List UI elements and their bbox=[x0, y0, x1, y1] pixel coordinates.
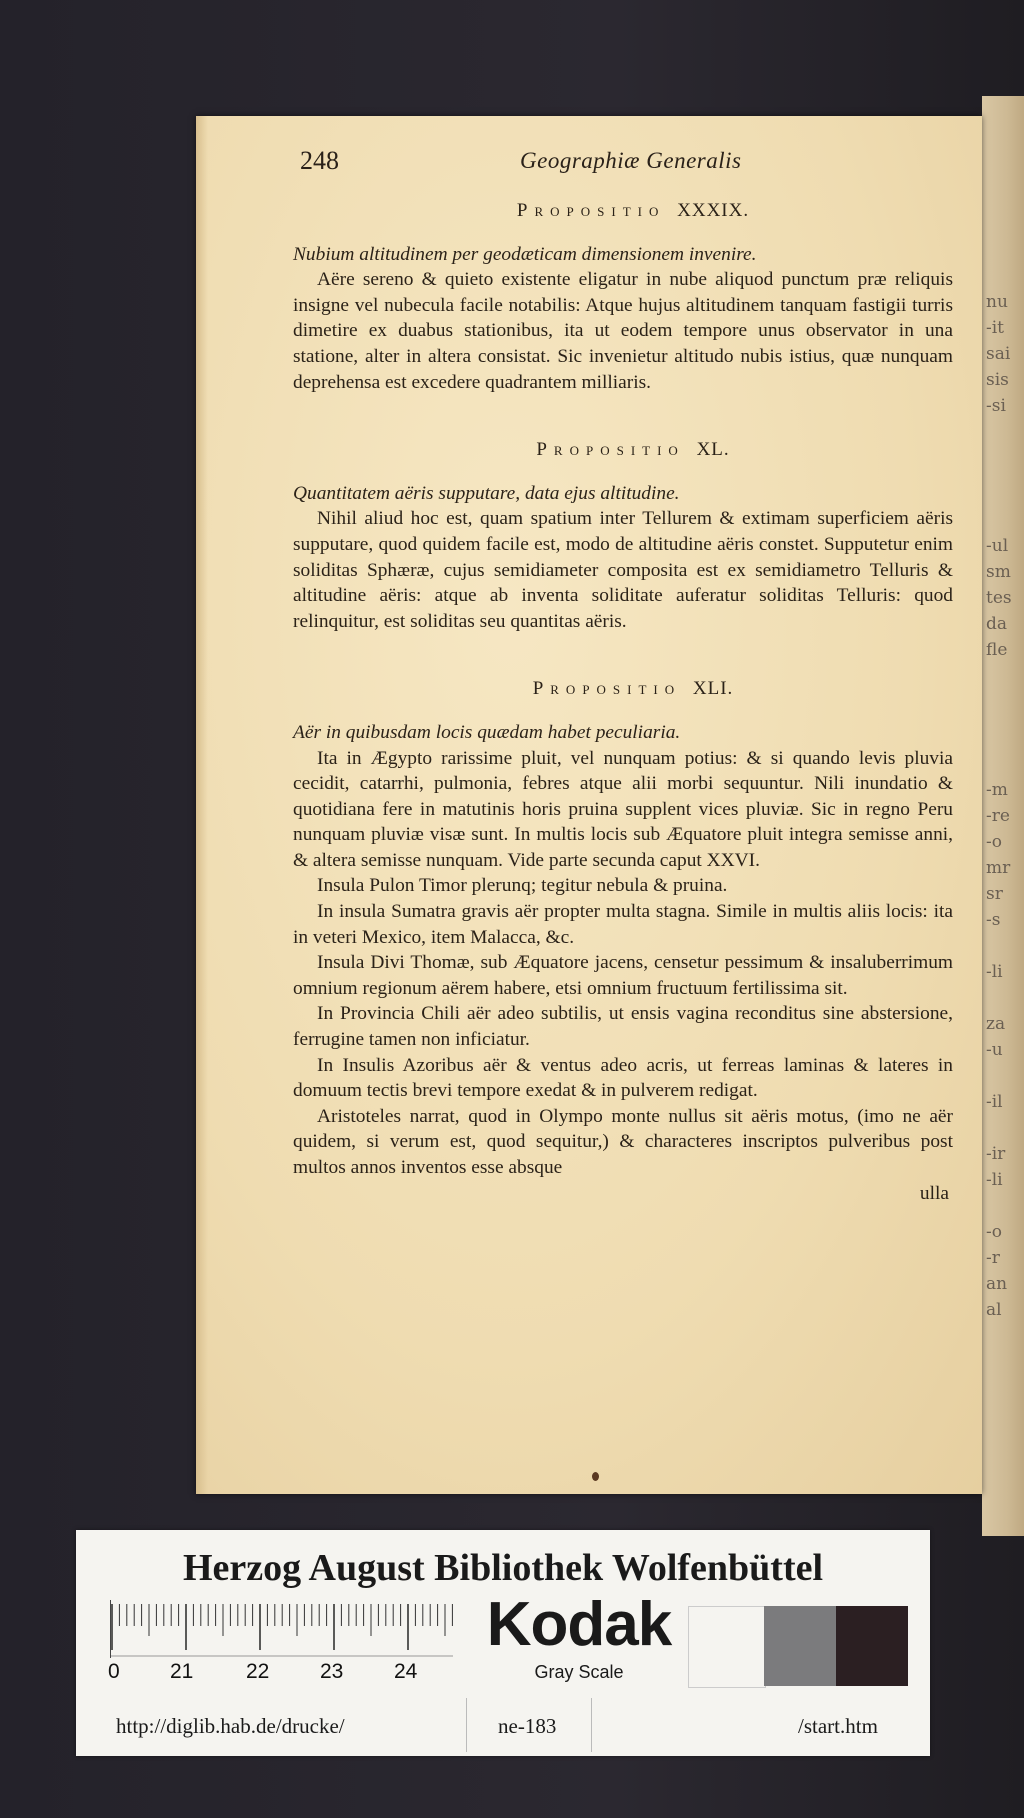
proposition-number: XL. bbox=[696, 439, 730, 461]
page-number: 248 bbox=[300, 146, 339, 175]
facing-page-fragment: nu bbox=[986, 292, 1008, 312]
running-head bbox=[300, 146, 940, 182]
proposition-heading bbox=[293, 437, 953, 463]
page-text bbox=[293, 198, 953, 1206]
proposition-xli bbox=[293, 676, 953, 1206]
running-title: Geographiæ Generalis bbox=[520, 148, 742, 173]
facing-page-fragment: sai bbox=[986, 344, 1011, 364]
gray-patch-mid bbox=[764, 1606, 836, 1686]
paragraph: In Insulis Azoribus aër & ventus adeo acris, ut ferreas laminas & lateres in domuum tectis brevi tempore exedat & in pulverem redigat. bbox=[293, 1054, 953, 1102]
url-right: /start.htm bbox=[798, 1714, 878, 1738]
institution-name: Herzog August Bibliothek Wolfenbüttel bbox=[182, 1547, 824, 1589]
ruler-label: 23 bbox=[320, 1660, 344, 1683]
proposition-number: XXXIX. bbox=[677, 200, 750, 221]
facing-page-fragment: sm bbox=[986, 562, 1011, 582]
facing-page-fragment: -u bbox=[986, 1040, 1003, 1060]
proposition-word: Propositio bbox=[536, 439, 685, 461]
paragraph: Insula Divi Thomæ, sub Æquatore jacens, censetur pessimum & insaluberrimum omnium regionum aërem habere, etsi omnium fructuum fertilissima sit. bbox=[293, 952, 953, 999]
facing-page-fragment: -r bbox=[986, 1248, 1000, 1268]
card-divider bbox=[591, 1698, 592, 1752]
card-divider bbox=[466, 1698, 467, 1752]
facing-page-edge bbox=[982, 96, 1024, 1536]
paragraph: Nihil aliud hoc est, quam spatium inter Tellurem & extimam superficiem aëris supputare, quod quidem facile est, modo de altitudine aëris constet. Supputetur enim soliditas Sphæræ, cujus semidiameter composita est ex semidiametro Telluris & altitudine aëris: atque ab inventa soliditate auferatur soliditas Telluris: quod relinquitur, est soliditas seu quantitas aëris. bbox=[293, 508, 953, 632]
facing-page-fragment: -m bbox=[986, 780, 1008, 800]
kodak-logo: Kodak bbox=[486, 1590, 672, 1659]
proposition-xxxix bbox=[293, 198, 953, 395]
paragraph: In insula Sumatra gravis aër propter multa stagna. Simile in multis aliis locis: ita in veteri Mexico, item Malacca, &c. bbox=[293, 901, 953, 948]
gray-patch-dark bbox=[836, 1606, 908, 1686]
book-page bbox=[196, 116, 982, 1494]
proposition-statement: Nubium altitudinem per geodæticam dimensionem invenire. bbox=[293, 243, 757, 265]
gray-scale-caption: Gray Scale bbox=[534, 1662, 624, 1682]
facing-page-fragment: mr bbox=[986, 858, 1011, 878]
paper-blemish bbox=[592, 1472, 599, 1481]
facing-page-fragment: sr bbox=[986, 884, 1003, 904]
paragraph: Aëre sereno & quieto existente eligatur in nube aliquod punctum præ reliquis insigne vel nubecula facile notabilis: Atque hujus altitudinem tanquam fastigii turris dimetire ex duabus stationibus, ita ut eodem tempore unus observator in una statione, alter in altera consistat. Sic invenietur altitudo nubis istius, quæ nunquam deprehensa est excedere quadrantem milliaris. bbox=[293, 269, 953, 393]
ruler-label: 24 bbox=[394, 1660, 418, 1683]
proposition-statement: Aër in quibusdam locis quædam habet peculiaria. bbox=[293, 721, 681, 743]
facing-page-fragment: -ul bbox=[986, 536, 1009, 556]
facing-page-fragment: -s bbox=[986, 910, 1001, 930]
facing-page-fragment: -it bbox=[986, 318, 1005, 338]
archive-card bbox=[76, 1530, 930, 1756]
ruler-label: 0 bbox=[108, 1660, 120, 1683]
facing-page-fragment: al bbox=[986, 1300, 1002, 1320]
facing-page-fragment: -ir bbox=[986, 1144, 1006, 1164]
facing-page-fragment: -li bbox=[986, 1170, 1003, 1190]
proposition-xl bbox=[293, 437, 953, 634]
facing-page-fragment: -si bbox=[986, 396, 1006, 416]
measurement-ruler bbox=[110, 1600, 453, 1658]
url-middle: ne-183 bbox=[498, 1714, 557, 1738]
facing-page-fragment: -re bbox=[986, 806, 1010, 826]
proposition-statement: Quantitatem aëris supputare, data ejus altitudine. bbox=[293, 482, 680, 504]
facing-page-fragment: -il bbox=[986, 1092, 1003, 1112]
facing-page-fragment: -o bbox=[986, 1222, 1002, 1242]
proposition-heading bbox=[293, 198, 953, 224]
ruler-labels bbox=[110, 1660, 470, 1686]
facing-page-fragment: za bbox=[986, 1014, 1006, 1034]
facing-page-fragment: da bbox=[986, 614, 1008, 634]
facing-page-fragment: an bbox=[986, 1274, 1008, 1294]
paragraph: In Provincia Chili aër adeo subtilis, ut ensis vagina reconditus sine abstersione, ferrugine tamen non inficiatur. bbox=[293, 1003, 953, 1051]
facing-page-fragment: -o bbox=[986, 832, 1002, 852]
catchword: ulla bbox=[919, 1182, 949, 1204]
url-left: http://diglib.hab.de/drucke/ bbox=[116, 1714, 345, 1738]
facing-page-fragment: sis bbox=[986, 370, 1009, 390]
gray-patch-white bbox=[688, 1606, 766, 1688]
ruler-ticks bbox=[111, 1600, 453, 1658]
proposition-word: Propositio bbox=[532, 678, 682, 700]
paragraph: Aristoteles narrat, quod in Olympo monte nullus sit aëris motus, (imo ne aër quidem, si verum est, quod sequitur,) & characteres inscriptos pulveribus post multos annos inventos esse absque bbox=[293, 1105, 953, 1178]
proposition-number: XLI. bbox=[692, 678, 734, 700]
ruler-label: 21 bbox=[170, 1660, 194, 1683]
facing-page-fragment: fle bbox=[986, 640, 1008, 660]
paragraph: Ita in Ægypto rarissime pluit, vel nunquam potius: & si quando levis pluvia cecidit, catarrhi, pulmonia, febres atque alii morbi sequuntur. Nili inundatio & quotidiana fere in matutinis horis pruina supplent vices pluviæ. Sic in regno Peru nunquam pluviæ visæ sunt. In multis locis sub Æquatore pluit integra semisse anni, & altera semisse nunquam. Vide parte secunda caput XXVI. bbox=[293, 747, 953, 871]
ruler-label: 22 bbox=[246, 1660, 270, 1683]
facing-page-fragment: tes bbox=[986, 588, 1012, 608]
proposition-word: Propositio bbox=[516, 200, 666, 221]
facing-page-fragment: -li bbox=[986, 962, 1003, 982]
paragraph: Insula Pulon Timor plerunq; tegitur nebula & pruina. bbox=[317, 875, 728, 897]
proposition-heading bbox=[293, 676, 953, 702]
